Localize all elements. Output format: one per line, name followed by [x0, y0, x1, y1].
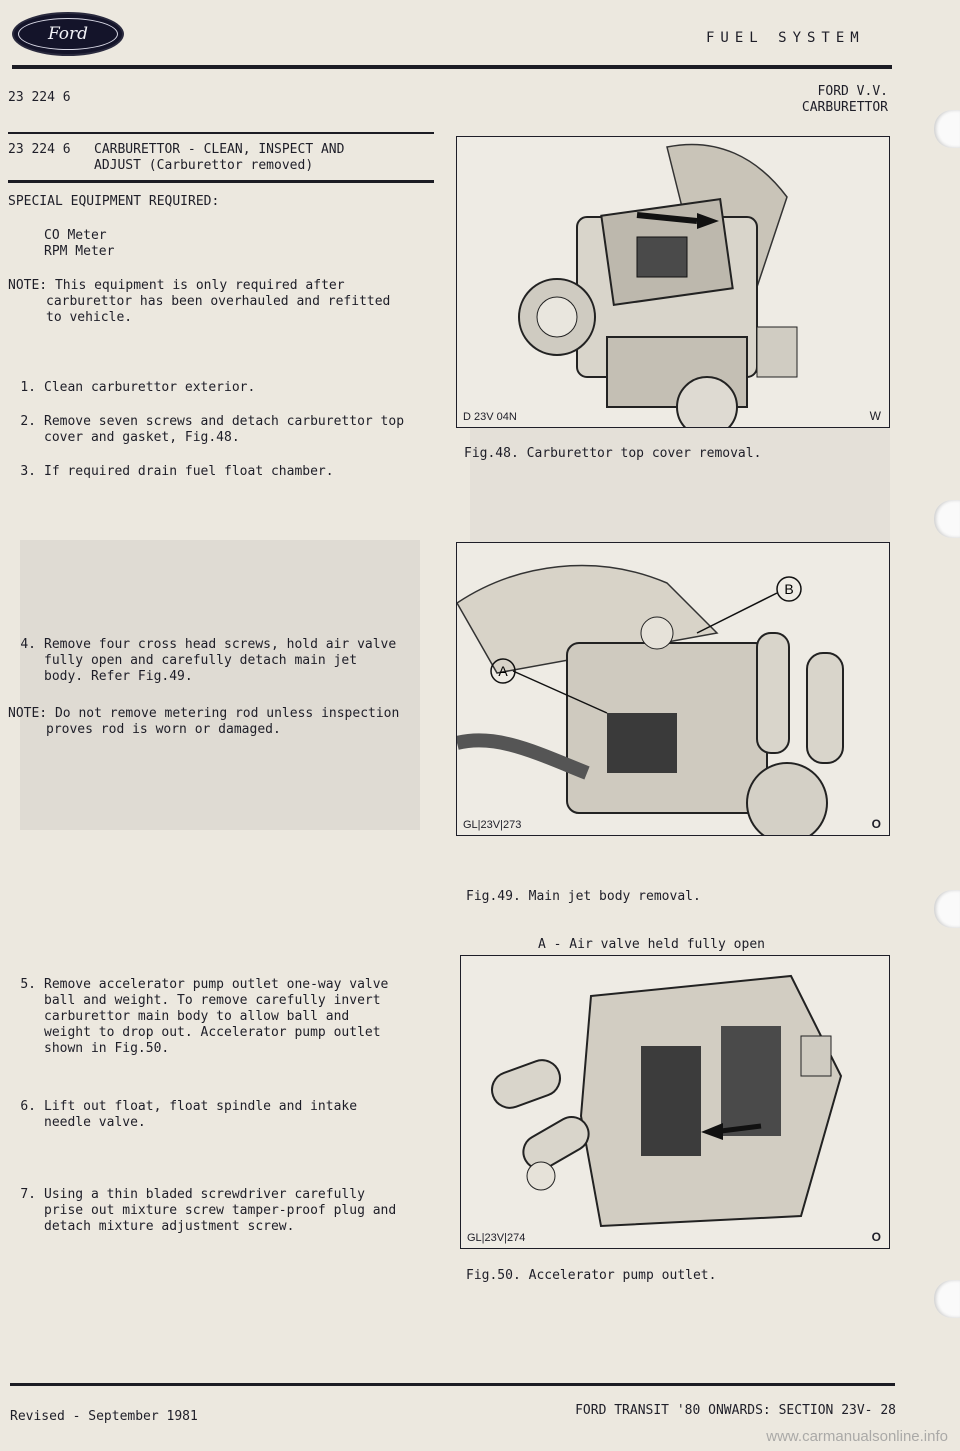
figure-code: D 23V 04N — [463, 411, 517, 423]
procedure-rule-top — [8, 132, 434, 134]
accelerator-pump-outlet-illustration — [461, 956, 889, 1248]
step-text: Remove seven screws and detach carburettor top — [44, 414, 405, 429]
equipment-list — [44, 228, 114, 260]
note-line: proves rod is worn or damaged. — [46, 722, 281, 737]
special-equipment-heading: SPECIAL EQUIPMENT REQUIRED: — [8, 194, 220, 209]
procedure-title-line: CARBURETTOR - CLEAN, INSPECT AND — [94, 142, 345, 157]
figure-48-caption: Fig.48. Carburettor top cover removal. — [464, 446, 762, 461]
footer-rule — [10, 1383, 895, 1386]
figure-mark: W — [869, 409, 881, 423]
punch-hole — [934, 890, 960, 928]
step-text: cover and gasket, Fig.48. — [44, 430, 240, 445]
main-jet-body-illustration — [457, 543, 889, 835]
step-3 — [12, 464, 442, 480]
step-number: 2. — [20, 414, 36, 429]
step-6 — [12, 1099, 442, 1131]
caption-line: A - Air valve held fully open — [538, 937, 765, 952]
procedure-rule-bottom — [8, 180, 434, 183]
section-title: FUEL SYSTEM — [706, 30, 865, 46]
note-line: carburettor has been overhauled and refitted — [46, 294, 391, 309]
bleed-through-shadow — [20, 540, 420, 830]
callout-b-label: B — [784, 581, 794, 597]
punch-hole — [934, 1280, 960, 1318]
step-text: If required drain fuel float chamber. — [44, 464, 334, 479]
equipment-item: CO Meter — [44, 228, 107, 243]
punch-hole — [934, 110, 960, 148]
procedure-title — [8, 142, 438, 174]
step-text: ball and weight. To remove carefully invert — [44, 993, 381, 1008]
note-line: NOTE: This equipment is only required after — [8, 278, 345, 293]
equipment-item: RPM Meter — [44, 244, 115, 259]
watermark: www.carmanualsonline.info — [766, 1428, 948, 1445]
punch-hole — [934, 500, 960, 538]
note-equipment — [8, 278, 438, 326]
step-text: Clean carburettor exterior. — [44, 380, 256, 395]
step-7 — [12, 1187, 442, 1235]
caption-line: Fig.49. Main jet body removal. — [466, 889, 701, 904]
step-text: shown in Fig.50. — [44, 1041, 170, 1056]
note-metering-rod — [8, 706, 448, 738]
step-5 — [12, 977, 442, 1057]
step-4 — [12, 637, 442, 685]
figure-50-photo — [460, 955, 890, 1249]
step-number: 4. — [20, 637, 36, 652]
revision-date: Revised - September 1981 — [10, 1409, 198, 1424]
ford-logo-text: Ford — [18, 18, 118, 50]
step-number: 5. — [20, 977, 36, 992]
figure-49-photo — [456, 542, 890, 836]
procedure-title-line: ADJUST (Carburettor removed) — [94, 158, 314, 173]
step-2 — [12, 414, 442, 446]
page-ref-number: 23 224 6 — [8, 90, 71, 105]
figure-code: GL|23V|273 — [463, 819, 522, 831]
step-text: carburettor main body to allow ball and — [44, 1009, 350, 1024]
note-line: to vehicle. — [46, 310, 133, 325]
step-text: Lift out float, float spindle and intake — [44, 1099, 358, 1114]
step-number: 7. — [20, 1187, 36, 1202]
callout-a-label: A — [498, 663, 508, 679]
right-heading — [802, 84, 888, 116]
step-text: body. Refer Fig.49. — [44, 669, 193, 684]
carburettor-top-cover-illustration — [457, 137, 889, 427]
right-heading-line: FORD V.V. — [817, 84, 888, 99]
figure-48-photo — [456, 136, 890, 428]
figure-50-caption: Fig.50. Accelerator pump outlet. — [466, 1268, 717, 1283]
right-heading-line: CARBURETTOR — [801, 100, 888, 115]
step-number: 3. — [20, 464, 36, 479]
step-text: detach mixture adjustment screw. — [44, 1219, 295, 1234]
step-text: weight to drop out. Accelerator pump outlet — [44, 1025, 381, 1040]
ford-logo — [12, 12, 124, 56]
note-line: NOTE: Do not remove metering rod unless inspection — [8, 706, 400, 721]
header-rule — [12, 65, 892, 69]
publication-reference: FORD TRANSIT '80 ONWARDS: SECTION 23V- 28 — [575, 1403, 896, 1418]
step-number: 6. — [20, 1099, 36, 1114]
step-text: prise out mixture screw tamper-proof plug and — [44, 1203, 397, 1218]
procedure-number: 23 224 6 — [8, 142, 71, 157]
step-text: Using a thin bladed screwdriver carefully — [44, 1187, 365, 1202]
step-text: Remove accelerator pump outlet one-way valve — [44, 977, 389, 992]
figure-mark: O — [871, 817, 881, 831]
figure-code: GL|23V|274 — [467, 1232, 526, 1244]
step-1 — [12, 380, 442, 396]
step-text: fully open and carefully detach main jet — [44, 653, 358, 668]
step-number: 1. — [20, 380, 36, 395]
step-text: Remove four cross head screws, hold air valve — [44, 637, 397, 652]
figure-mark: O — [871, 1230, 881, 1244]
step-text: needle valve. — [44, 1115, 146, 1130]
